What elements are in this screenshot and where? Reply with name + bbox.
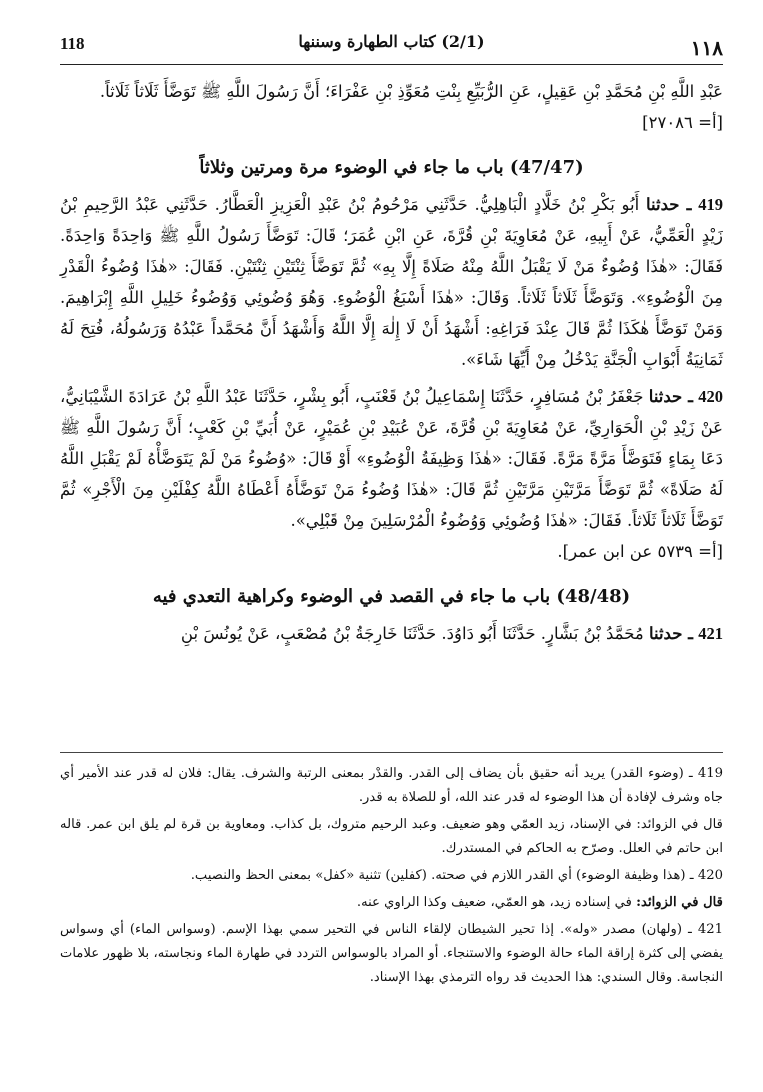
hadith-lead-419: ـ حدثنا bbox=[645, 195, 692, 214]
hadith-number-420: 420 bbox=[698, 387, 723, 406]
footnote-419-zawaid: قال في الزوائد: في الإسناد، زيد العمّي وهو ضعيف. وعبد الرحيم متروك، بل كذاب. ومعاوية بن قرة لم يلق ابن عمر. قاله ابن حاتم في العلل. وصرّح به الحاكم في المستدرك. bbox=[60, 817, 723, 856]
zawaid-label: قال في الزوائد: bbox=[636, 895, 723, 910]
hadith-text-419: أَبُو بَكْرِ بْنُ خَلَّادٍ الْبَاهِلِيُّ. حَدَّثَنِي مَرْحُومُ بْنُ عَبْدِ الْعَزِيزِ الْعَطَّارُ. حَدَّثَنِي عَبْدُ الرَّحِيمِ بْنُ زَيْدٍ الْعَمِّيُّ، عَنْ أَبِيهِ، عَنْ مُعَاوِيَةَ بْنِ قُرَّةَ، عَنِ ابْنِ عُمَرَ؛ قَالَ: تَوَضَّأَ رَسُولُ اللَّهِ ﷺ وَاحِدَةً وَاحِدَةً. فَقَالَ: «هٰذَا وُضُوءٌ مَنْ لَا يَقْبَلُ اللَّهُ مِنْهُ صَلَاةً إِلَّا بِهِ» ثُمَّ تَوَضَّأَ ثِنْتَيْنِ ثِنْتَيْنِ. فَقَالَ: «هٰذَا وُضُوءُ الْقَدْرِ مِنَ الْوُضُوءِ». وَتَوَضَّأَ ثَلَاثاً ثَلَاثاً. وَقَالَ: «هٰذَا أَسْبَغُ الْوُضُوءِ. وَهُوَ وُضُوئِي وَوُضُوءُ خَلِيلِ اللَّهِ إِبْرَاهِيمَ. وَمَنْ تَوَضَّأَ هٰكَذَا ثُمَّ قَالَ عِنْدَ فَرَاغِهِ: أَشْهَدُ أَنْ لَا إِلٰهَ إِلَّا اللَّهُ وَأَشْهَدُ أَنَّ مُحَمَّداً عَبْدُهُ وَرَسُولُهُ، فُتِحَ لَهُ ثَمَانِيَةُ أَبْوَابِ الْجَنَّةِ يَدْخُلُ مِنْ أَيِّهَا شَاءَ». bbox=[60, 195, 723, 369]
page-header bbox=[60, 28, 723, 64]
intro-line: عَبْدِ اللَّهِ بْنِ مُحَمَّدِ بْنِ عَقِيلٍ، عَنِ الرُّبَيِّعِ بِنْتِ مُعَوِّذِ بْنِ عَفْرَاءَ؛ أَنَّ رَسُولَ اللَّهِ ﷺ تَوَضَّأَ ثَلَاثاً ثَلَاثاً. bbox=[99, 82, 723, 101]
hadith-text-421: مُحَمَّدُ بْنُ بَشَّارٍ. حَدَّثَنَا أَبُو دَاوُدَ. حَدَّثَنَا خَارِجَةُ بْنُ مُصْعَبٍ، عَنْ يُونُسَ بْنِ bbox=[180, 624, 644, 643]
zawaid-text: في إسناده زيد، هو العمّي، ضعيف وكذا الراوي عنه. bbox=[356, 895, 632, 910]
running-title: (2/1) كتاب الطهارة وسننها bbox=[298, 32, 485, 51]
footnotes bbox=[60, 762, 723, 993]
footnote-420-zawaid bbox=[60, 891, 723, 915]
chapter-heading-47: (47/47) باب ما جاء في الوضوء مرة ومرتين وثلاثاً bbox=[199, 157, 584, 178]
footnote-421: 421 ـ (ولهان) مصدر «وله». إذا تحير الشيطان لإلقاء الناس في التحير سمي بهذا الإسم. (وسواس الماء) أي وسواس يفضي إلى كثرة إراقة الماء حالة الوضوء والاستنجاء. أو المراد بالوسواس التردد في طهارة الماء ونجاسته، بلا ظهور علامات النجاسة. وقال السندي: هذا الحديث قد رواه الترمذي بهذا الإسناد. bbox=[60, 922, 723, 985]
footnote-420: 420 ـ (هذا وظيفة الوضوء) أي القدر اللازم في صحته. (كفلين) تثنية «كفل» بمعنى الحظ والنصيب. bbox=[190, 868, 723, 883]
hadith-number-419: 419 bbox=[698, 195, 723, 214]
main-text bbox=[60, 76, 723, 649]
hadith-420-citation: [أ= ٥٧٣٩ عن ابن عمر]. bbox=[557, 542, 723, 561]
intro-citation: [أ= ٢٧٠٨٦] bbox=[642, 113, 723, 132]
hadith-lead-420: ـ حدثنا bbox=[648, 387, 693, 406]
hadith-421 bbox=[60, 618, 723, 649]
hadith-number-421: 421 bbox=[698, 624, 723, 643]
hadith-420 bbox=[60, 381, 723, 536]
footnote-419: 419 ـ (وضوء القدر) يريد أنه حقيق بأن يضاف إلى القدر. والقدْر بمعنى الرتبة والشرف. يقال: فلان له قدر عند الأمير أي جاه وشرف لإفادة أن هذا الوضوء له قدر عند الله، أو للصلاة به قدر. bbox=[60, 766, 723, 805]
hadith-419 bbox=[60, 189, 723, 375]
hadith-text-420: جَعْفَرُ بْنُ مُسَافِرٍ، حَدَّثَنَا إِسْمَاعِيلُ بْنُ قَعْنَبٍ، أَبُو بِشْرٍ، حَدَّثَنَا عَبْدُ اللَّهِ بْنُ عَرَادَةَ الشَّيْبَانِيُّ، عَنْ زَيْدِ بْنِ الْحَوَارِيِّ، عَنْ مُعَاوِيَةَ بْنِ قُرَّةَ، عَنْ عُبَيْدِ بْنِ عُمَيْرٍ، عَنْ أُبَيِّ بْنِ كَعْبٍ؛ أَنَّ رَسُولَ اللَّهِ ﷺ دَعَا بِمَاءٍ فَتَوَضَّأَ مَرَّةً مَرَّةً. فَقَالَ: «هٰذَا وَظِيفَةُ الْوُضُوءِ» أَوْ قَالَ: «وُضُوءُ مَنْ لَمْ يَتَوَضَّأْهُ لَمْ يَقْبَلِ اللَّهُ لَهُ صَلَاةً» ثُمَّ تَوَضَّأَ مَرَّتَيْنِ مَرَّتَيْنِ ثُمَّ قَالَ: «هٰذَا وُضُوءُ مَنْ تَوَضَّأَهُ أَعْطَاهُ اللَّهُ كِفْلَيْنِ مِنَ الْأَجْرِ» ثُمَّ تَوَضَّأَ ثَلَاثاً ثَلَاثاً. فَقَالَ: «هٰذَا وُضُوئِي وَوُضُوءُ الْمُرْسَلِينَ مِنْ قَبْلِي». bbox=[60, 387, 723, 530]
chapter-heading-48: (48/48) باب ما جاء في القصد في الوضوء وكراهية التعدي فيه bbox=[152, 586, 631, 607]
header-rule bbox=[60, 64, 723, 65]
page-number-latin: 118 bbox=[60, 34, 85, 53]
footnote-rule bbox=[60, 752, 723, 753]
page-number-arabic: ١١٨ bbox=[690, 36, 723, 60]
hadith-lead-421: ـ حدثنا bbox=[648, 624, 693, 643]
